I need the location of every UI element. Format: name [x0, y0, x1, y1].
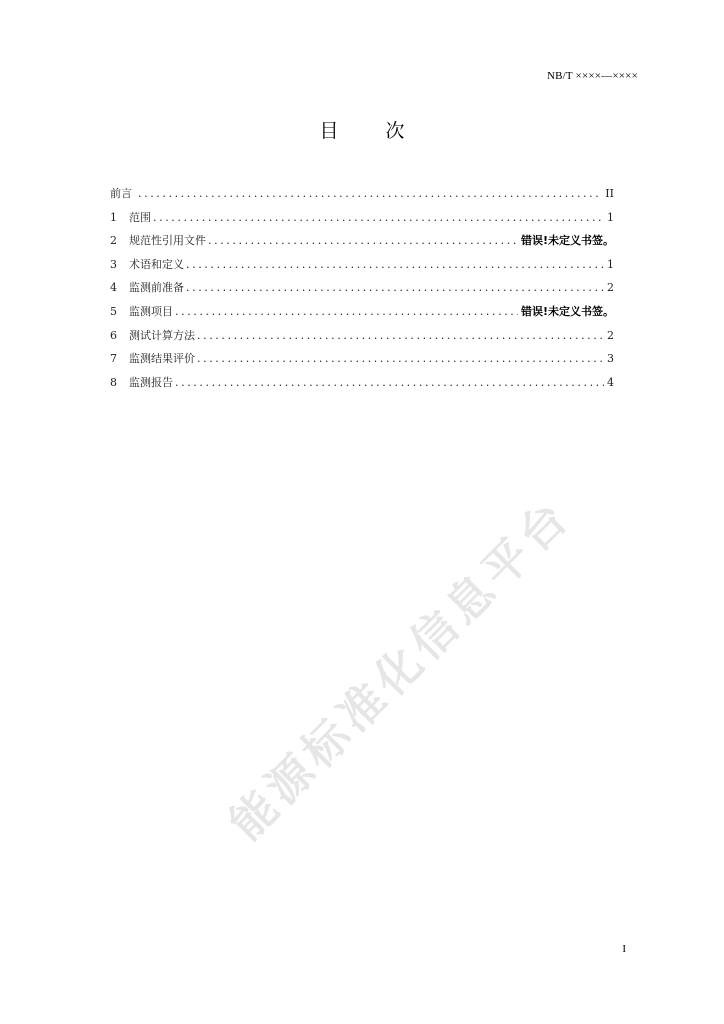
toc-entry-scope[interactable] — [110, 209, 614, 233]
toc-entry-page: 3 — [607, 352, 614, 366]
toc-entry-normative-references[interactable] — [110, 232, 614, 256]
toc-entry-label: 前言 — [110, 187, 132, 200]
toc-entry-preparation[interactable] — [110, 279, 614, 303]
page-number: I — [622, 943, 626, 955]
toc-leader-dots — [175, 305, 518, 318]
standard-code: NB/T ××××—×××× — [546, 70, 638, 82]
toc-entry-page: 1 — [607, 257, 614, 271]
toc-entry-terms[interactable] — [110, 256, 614, 280]
toc-entry-number: 8 — [110, 375, 117, 389]
toc-leader-dots — [197, 329, 604, 342]
watermark: 能源标准化信息平台 — [219, 488, 582, 851]
toc-entry-page: II — [605, 187, 614, 200]
toc-entry-label: 范围 — [129, 210, 151, 224]
toc-entry-label: 监测报告 — [129, 375, 173, 389]
toc-entry-label: 术语和定义 — [129, 257, 184, 271]
toc-leader-dots — [153, 211, 604, 224]
toc-entry-result-evaluation[interactable] — [110, 350, 614, 374]
toc-entry-label: 监测结果评价 — [129, 352, 195, 366]
toc-entry-page-error: 错误!未定义书签。 — [520, 234, 614, 248]
toc-entry-page-error: 错误!未定义书签。 — [520, 304, 614, 318]
toc-entry-label: 监测项目 — [129, 304, 173, 318]
page-title: 目 次 — [319, 120, 419, 142]
toc-leader-dots — [197, 352, 604, 365]
toc-entry-page: 2 — [607, 281, 614, 295]
toc-entry-calculation-methods[interactable] — [110, 327, 614, 351]
toc-leader-dots — [208, 234, 518, 247]
toc-entry-number: 6 — [110, 328, 117, 342]
toc-entry-page: 1 — [607, 210, 614, 224]
toc-entry-monitoring-items[interactable] — [110, 303, 614, 327]
toc-entry-number: 3 — [110, 257, 117, 271]
toc-entry-number: 1 — [110, 210, 117, 224]
toc-entry-label: 监测前准备 — [129, 281, 184, 295]
toc-entry-page: 2 — [607, 328, 614, 342]
toc-entry-foreword[interactable] — [110, 185, 614, 209]
toc-entry-label: 测试计算方法 — [129, 328, 195, 342]
toc-entry-report[interactable] — [110, 374, 614, 398]
toc-leader-dots — [138, 187, 602, 200]
toc-entry-number: 2 — [110, 234, 117, 248]
table-of-contents — [110, 185, 614, 397]
toc-entry-number: 4 — [110, 281, 117, 295]
toc-leader-dots — [175, 376, 604, 389]
toc-entry-number: 7 — [110, 352, 117, 366]
toc-leader-dots — [186, 258, 604, 271]
toc-entry-page: 4 — [607, 375, 614, 389]
toc-entry-number: 5 — [110, 304, 117, 318]
toc-leader-dots — [186, 281, 604, 294]
toc-entry-label: 规范性引用文件 — [129, 234, 206, 248]
